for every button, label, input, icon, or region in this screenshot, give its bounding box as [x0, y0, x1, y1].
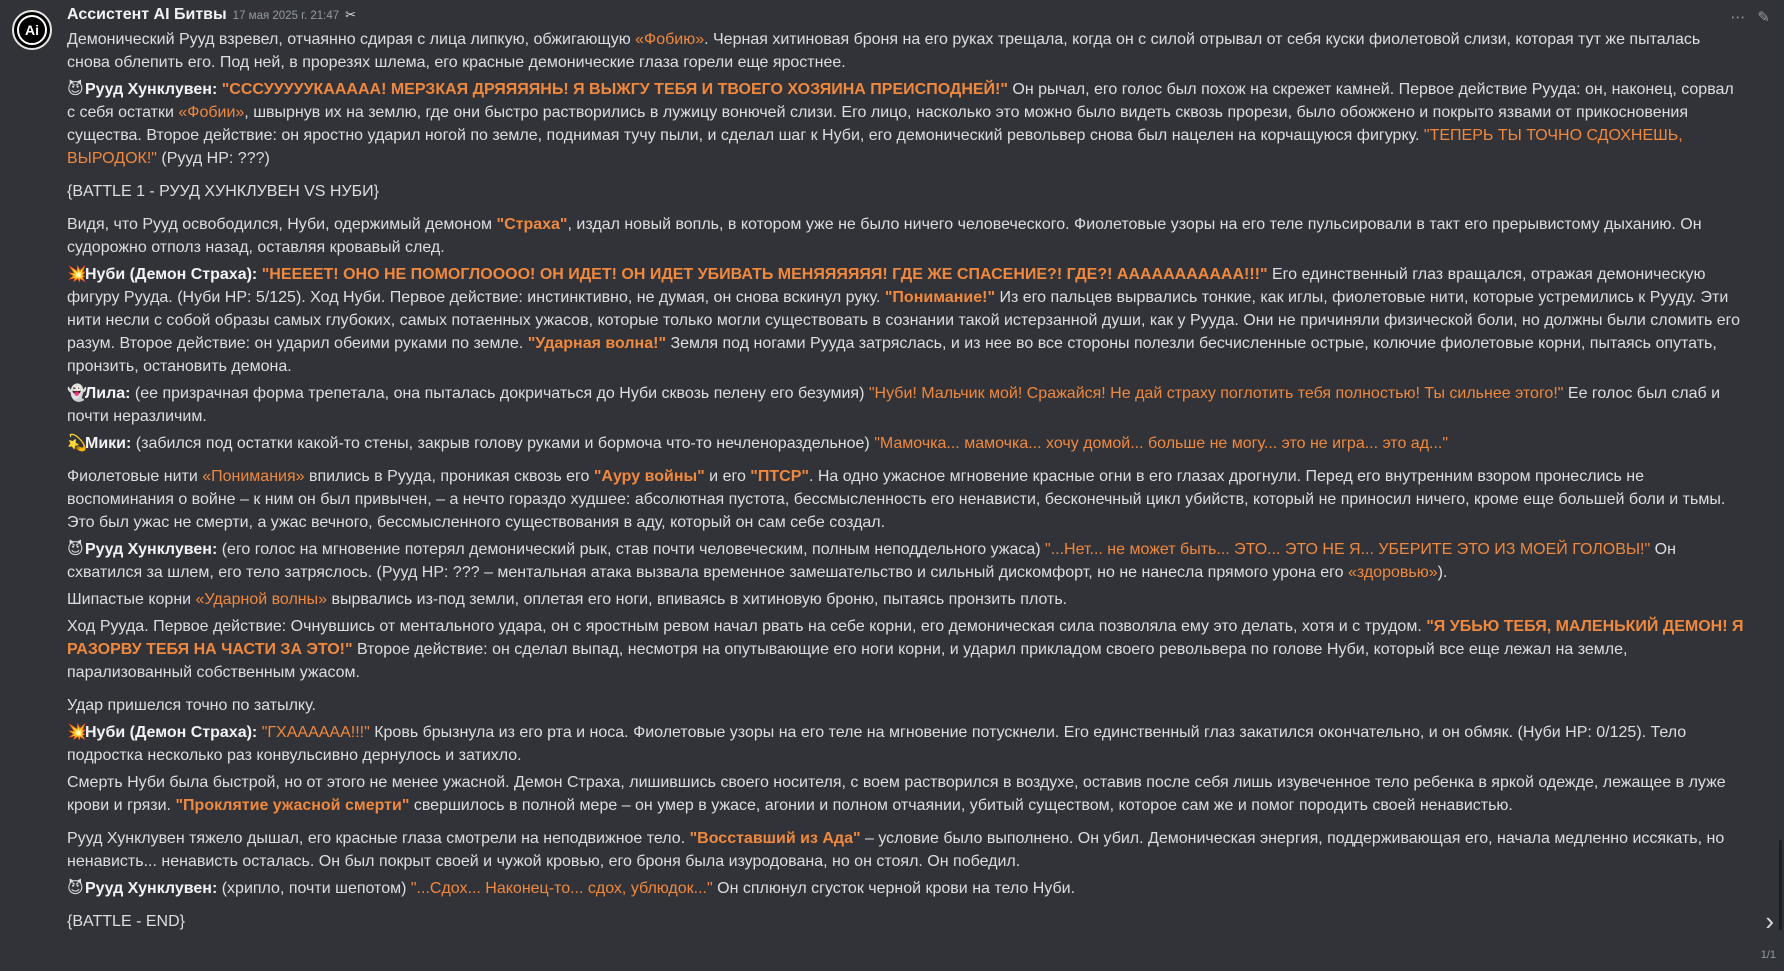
- paragraph: 😈Рууд Хунклувен: (его голос на мгновение потерял демонический рык, став почти человеческим, полным неподдельного ужаса) "...Нет... не может быть... ЭТО... ЭТО НЕ Я... УБЕРИТЕ ЭТО ИЗ МОЕЙ ГОЛОВЫ!" Он схватился за шлем, его тело затряслось. (Рууд HP: ??? – ментальная атака вызвала временное замешательство и сильный дискомфорт, но не нанесла прямого урона его «здоровью»).: [67, 538, 1744, 584]
- paragraph: Демонический Рууд взревел, отчаянно сдирая с лица липкую, обжигающую «Фобию». Черная хитиновая броня на его руках трещала, когда он с силой отрывал от себя куски фиолетовой слизи, которая тут же пыталась снова облепить его. Под ней, в прорезях шлема, его красные демонические глаза горели еще яростнее.: [67, 31, 1701, 71]
- avatar-logo: Ai: [17, 15, 47, 45]
- battle-marker: {BATTLE 1 - РУУД ХУНКЛУВЕН VS НУБИ}: [67, 183, 379, 200]
- paragraph: 👻Лила: (ее призрачная форма трепетала, она пыталась докричаться до Нуби сквозь пелену его безумия) "Нуби! Мальчик мой! Сражайся! Не дай страху поглотить тебя полностью! Ты сильнее этого!" Ее голос был слаб и почти неразличим.: [67, 382, 1744, 428]
- chevron-right-icon[interactable]: ›: [1765, 906, 1774, 936]
- edit-pencil-icon[interactable]: ✎: [1757, 9, 1770, 26]
- more-options-icon[interactable]: ⋯: [1730, 9, 1746, 26]
- paragraph: 😈Рууд Хунклувен: (хрипло, почти шепотом) "...Сдох... Наконец-то... сдох, ублюдок..." Он сплюнул сгусток черной крови на тело Нуби.: [67, 877, 1744, 900]
- devil-emoji-icon: 😈: [67, 81, 84, 98]
- paragraph: 💫Мики: (забился под остатки какой-то стены, закрыв голову руками и бормоча что-то нечленораздельное) "Мамочка... мамочка... хочу домой... больше не могу... это не игра... это ад...": [67, 432, 1744, 455]
- paragraph: Ход Рууда. Первое действие: Очнувшись от ментального удара, он с яростным ревом начал рвать на себе корни, его демоническая сила позволяла ему это делать, хотя и с трудом. "Я УБЬЮ ТЕБЯ, МАЛЕНЬКИЙ ДЕМОН! Я РАЗОРВУ ТЕБЯ НА ЧАСТИ ЗА ЭТО!" Второе действие: он сделал выпад, несмотря на опутывающие его ноги корни, и ударил прикладом своего револьвера по голове Нуби, который все еще лежал на земле, парализованный собственным ужасом.: [67, 618, 1744, 681]
- scrollbar[interactable]: [1779, 840, 1782, 930]
- message-timestamp: 17 мая 2025 г. 21:47: [232, 10, 340, 22]
- page-indicator: 1/1: [1760, 949, 1776, 961]
- message-body: [67, 28, 1744, 933]
- explosion-emoji-icon: 💥: [67, 724, 87, 741]
- author-avatar[interactable]: [12, 10, 52, 50]
- paragraph: Смерть Нуби была быстрой, но от этого не менее ужасной. Демон Страха, лишившись своего носителя, с воем растворился в воздухе, оставив после себя лишь изувеченное тело ребенка в яркой одежде, лежащее в луже крови и грязи. "Проклятие ужасной смерти" свершилось в полной мере – он умер в ужасе, агонии и полном отчаянии, убитый существом, которое сам же и помог породить своей ненавистью.: [67, 774, 1726, 814]
- message-content: [67, 6, 1744, 943]
- message-header: [67, 6, 1744, 28]
- paragraph: Рууд Хунклувен тяжело дышал, его красные глаза смотрели на неподвижное тело. "Восставший из Ада" – условие было выполнено. Он убил. Демоническая энергия, поддерживающая его, начала медленно иссякать, но ненависть... ненависть осталась. Он был покрыт своей и чужой кровью, его броня была изуродована, но он стоял. Он победил.: [67, 830, 1725, 870]
- battle-marker: {BATTLE - END}: [67, 913, 185, 930]
- ghost-emoji-icon: 👻: [67, 385, 87, 402]
- devil-emoji-icon: 😈: [67, 541, 84, 558]
- author-name[interactable]: Ассистент AI Битвы: [67, 6, 227, 23]
- devil-emoji-icon: 😈: [67, 880, 84, 897]
- paragraph: 😈Рууд Хунклувен: "СССУУУУУКААААА! МЕРЗКАЯ ДРЯЯЯЯНЬ! Я ВЫЖГУ ТЕБЯ И ТВОЕГО ХОЗЯИНА ПРЕИСПОДНЕЙ!" Он рычал, его голос был похож на скрежет камней. Первое действие Рууда: он, наконец, сорвал с себя остатки «Фобии», швырнув их на землю, где они быстро растворились в лужицу вонючей слизи. Его лицо, насколько это можно было видеть сквозь прорези, было обожжено и покрыто язвами от прикосновения существа. Второе действие: он яростно ударил ногой по земле, поднимая тучу пыли, и сделал шаг к Нуби, его демонический револьвер снова был нацелен на корчащуюся фигурку. "ТЕПЕРЬ ТЫ ТОЧНО СДОХНЕШЬ, ВЫРОДОК!" (Рууд HP: ???): [67, 78, 1744, 170]
- paragraph: 💥Нуби (Демон Страха): "ГХАААААА!!!" Кровь брызнула из его рта и носа. Фиолетовые узоры на его теле на мгновение потускнели. Его единственный глаз закатился окончательно, и он обмяк. (Нуби HP: 0/125). Тело подростка несколько раз конвульсивно дернулось и затихло.: [67, 721, 1744, 767]
- dizzy-emoji-icon: 💫: [67, 435, 87, 452]
- explosion-emoji-icon: 💥: [67, 266, 87, 283]
- paragraph: Фиолетовые нити «Понимания» впились в Рууда, проникая сквозь его "Ауру войны" и его "ПТСР". На одно ужасное мгновение красные огни в его глазах дрогнули. Перед его внутренним взором пронеслись не воспоминания о войне – к ним он был привычен, – а нечто гораздо худшее: абсолютная пустота, бессмысленность его ненависти, бесконечный цикл убийств, который не приносил ничего, кроме еще большей боли и тьмы. Это был ужас не смерти, а ужас вечного, бессмысленного существования в аду, который он сам себе создал.: [67, 468, 1726, 531]
- paragraph: Шипастые корни «Ударной волны» вырвались из-под земли, оплетая его ноги, впиваясь в хитиновую броню, пытаясь пронзить плоть.: [67, 591, 1068, 608]
- paragraph: Удар пришелся точно по затылку.: [67, 697, 316, 714]
- app-badge-icon: ✂: [345, 7, 357, 22]
- paragraph: 💥Нуби (Демон Страха): "НЕЕЕЕТ! ОНО НЕ ПОМОГЛОООО! ОН ИДЕТ! ОН ИДЕТ УБИВАТЬ МЕНЯЯЯЯЯЯ! ГДЕ ЖЕ СПАСЕНИЕ?! ГДЕ?! ААААААААААА!!!" Его единственный глаз вращался, отражая демоническую фигуру Рууда. (Нуби HP: 5/125). Ход Нуби. Первое действие: инстинктивно, не думая, он снова вскинул руку. "Понимание!" Из его пальцев вырвались тонкие, как иглы, фиолетовые нити, которые устремились к Рууду. Эти нити несли с собой образы самых глубоких, самых потаенных ужасов, которые только могли существовать в сознании такой истерзанной души, как у Рууда. Они не причиняли физической боли, но должны были сломить его разум. Второе действие: он ударил обеими руками по земле. "Ударная волна!" Земля под ногами Рууда затряслась, и из нее во все стороны полезли бесчисленные острые, колючие фиолетовые корни, пытаясь опутать, пронзить, остановить демона.: [67, 263, 1744, 378]
- paragraph: Видя, что Рууд освободился, Нуби, одержимый демоном "Страха", издал новый вопль, в котором уже не было ничего человеческого. Фиолетовые узоры на его теле пульсировали в такт его прерывистому дыханию. Он судорожно отполз назад, оставляя кровавый след.: [67, 216, 1702, 256]
